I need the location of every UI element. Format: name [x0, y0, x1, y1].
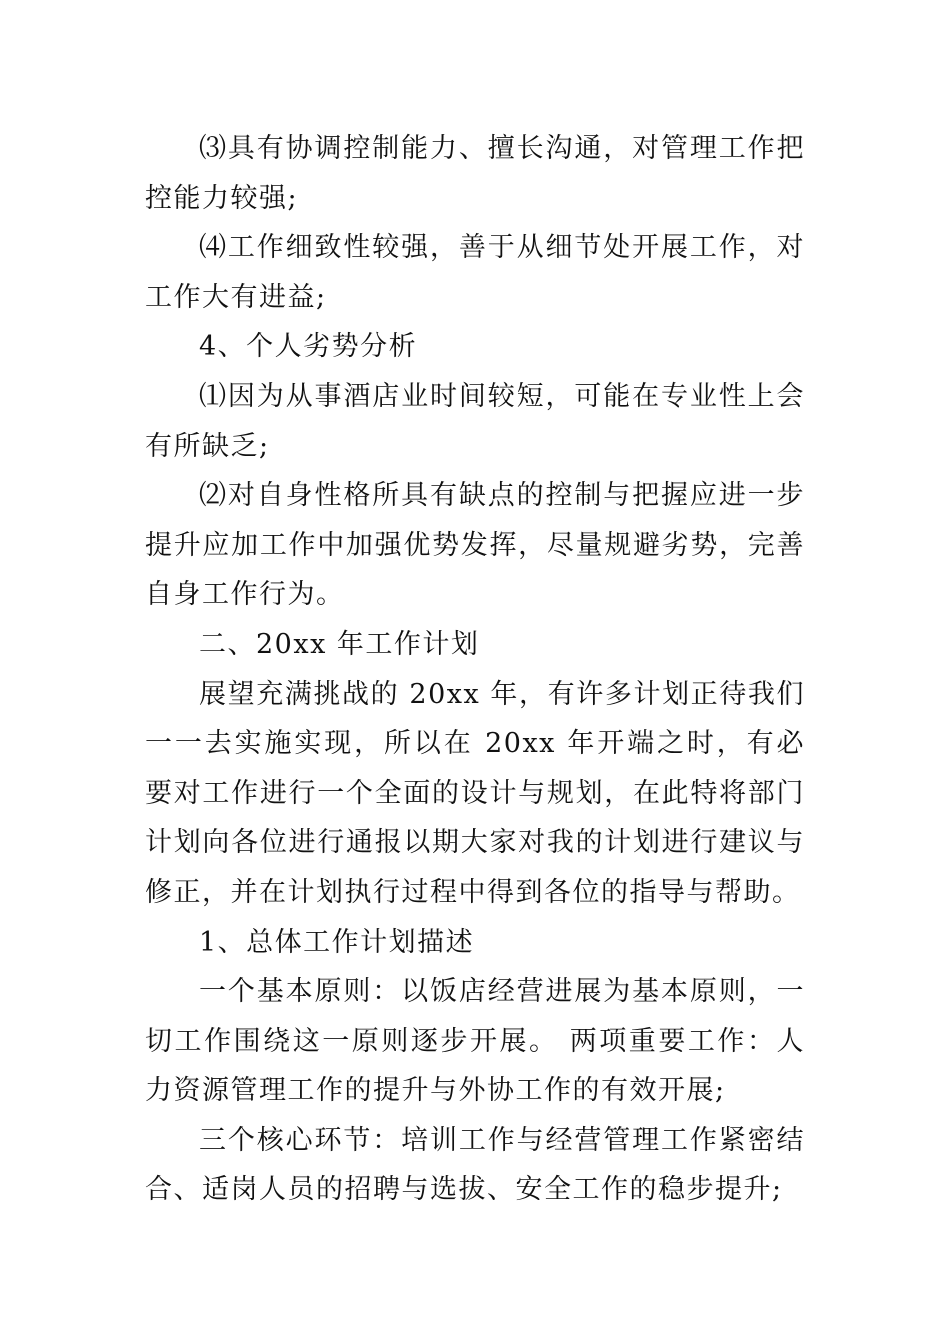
paragraph-weakness-2: ⑵对自身性格所具有缺点的控制与把握应进一步提升应加工作中加强优势发挥，尽量规避劣势，完善自身工作行为。 — [145, 480, 805, 611]
section-heading-overall-plan: 1、总体工作计划描述 — [199, 926, 475, 958]
paragraph-weakness-1: ⑴因为从事酒店业时间较短，可能在专业性上会有所缺乏; — [145, 380, 805, 462]
document-body — [145, 124, 805, 1215]
paragraph-basic-principle: 一个基本原则：以饭店经营进展为基本原则，一切工作围绕这一原则逐步开展。 两项重要工作：人力资源管理工作的提升与外协工作的有效开展; — [145, 976, 805, 1107]
section-heading-weakness: 4、个人劣势分析 — [199, 331, 418, 363]
section-heading-work-plan: 二、20xx 年工作计划 — [199, 628, 480, 660]
paragraph-outlook: 展望充满挑战的 20xx 年，有许多计划正待我们一一去实施实现，所以在 20xx 年开端之时，有必要对工作进行一个全面的设计与规划，在此特将部门计划向各位进行通报以期大家对我的计划进行建议与修正，并在计划执行过程中得到各位的指导与帮助。 — [145, 678, 805, 908]
paragraph-core-links: 三个核心环节：培训工作与经营管理工作紧密结合、适岗人员的招聘与选拔、安全工作的稳步提升; — [145, 1124, 805, 1206]
paragraph-strength-3: ⑶具有协调控制能力、擅长沟通，对管理工作把控能力较强; — [145, 133, 805, 214]
paragraph-strength-4: ⑷工作细致性较强，善于从细节处开展工作，对工作大有进益; — [145, 232, 805, 313]
